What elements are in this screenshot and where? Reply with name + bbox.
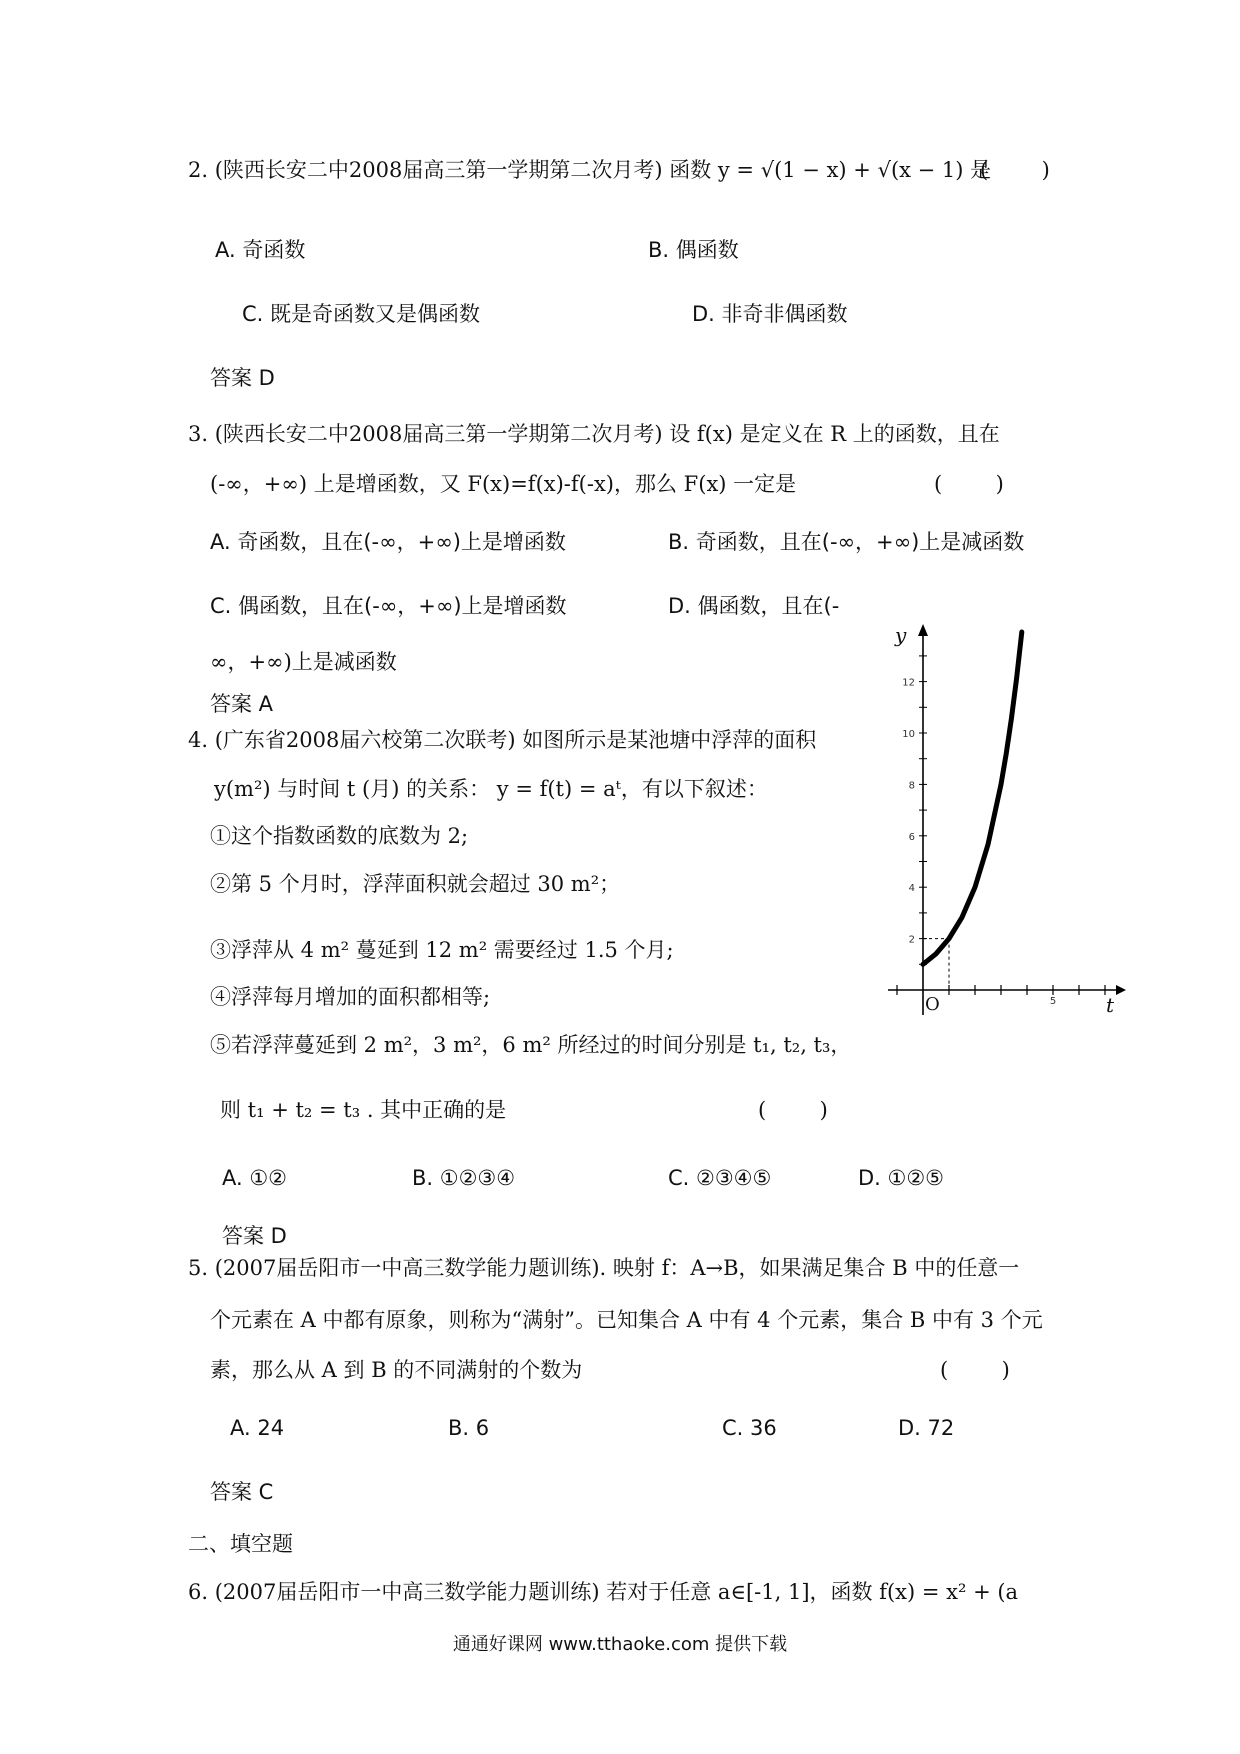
q2-answer: 答案 D: [210, 366, 275, 390]
q4-answer-paren: ( ): [758, 1098, 828, 1122]
curve-series: [923, 632, 1022, 964]
q4-conclusion: 则 t₁ + t₂ = t₃ . 其中正确的是: [220, 1098, 507, 1122]
q4-answer: 答案 D: [222, 1224, 287, 1248]
q4-stem-line2: y(m²) 与时间 t (月) 的关系： y = f(t) = aᵗ，有以下叙述：: [214, 777, 768, 801]
q5-option-c: C. 36: [722, 1416, 777, 1440]
q4-option-c: C. ②③④⑤: [668, 1166, 772, 1190]
q3-option-d-cont: ∞，+∞)上是减函数: [210, 650, 397, 674]
origin-label: O: [925, 994, 940, 1015]
q2-option-a: A. 奇函数: [215, 238, 306, 262]
q4-statement-5: ⑤若浮萍蔓延到 2 m²，3 m²，6 m² 所经过的时间分别是 t₁, t₂, t₃，: [210, 1033, 852, 1057]
q5-option-a: A. 24: [230, 1416, 285, 1440]
q3-answer-paren: ( ): [934, 472, 1004, 496]
q3-option-b: B. 奇函数，且在(-∞，+∞)上是减函数: [668, 530, 1025, 554]
q2-option-b: B. 偶函数: [648, 238, 739, 262]
x-tick-label: 5: [1049, 996, 1057, 1007]
q4-statement-1: ①这个指数函数的底数为 2;: [210, 824, 469, 848]
x-axis-arrow: [1116, 985, 1126, 995]
y-axis-arrow: [918, 624, 928, 636]
q5-stem-line2: 个元素在 A 中都有原象，则称为“满射”。已知集合 A 中有 4 个元素，集合 B 中有 3 个元: [210, 1308, 1043, 1332]
q2-answer-paren: ( ): [980, 158, 1050, 182]
y-tick-label: 6: [908, 831, 915, 843]
q4-option-d: D. ①②⑤: [858, 1166, 944, 1190]
y-tick-label: 2: [908, 934, 915, 946]
q3-option-c: C. 偶函数，且在(-∞，+∞)上是增函数: [210, 594, 567, 618]
y-tick-label: 12: [902, 677, 915, 689]
q5-option-b: B. 6: [448, 1416, 490, 1440]
q4-option-b: B. ①②③④: [412, 1166, 516, 1190]
x-axis-label: t: [1106, 993, 1115, 1017]
q4-stem-line1: 4. (广东省2008届六校第二次联考) 如图所示是某池塘中浮萍的面积: [188, 728, 817, 752]
q3-stem-line2: (-∞，+∞) 上是增函数，又 F(x)=f(x)-f(-x)，那么 F(x) 一定是: [210, 472, 797, 496]
q4-statement-4: ④浮萍每月增加的面积都相等;: [210, 985, 491, 1009]
y-tick-label: 8: [908, 780, 915, 792]
y-tick-label: 4: [908, 883, 915, 895]
q3-option-a: A. 奇函数，且在(-∞，+∞)上是增函数: [210, 530, 566, 554]
y-axis-label: y: [895, 623, 907, 647]
q5-answer-paren: ( ): [940, 1358, 1010, 1382]
q4-statement-2: ②第 5 个月时，浮萍面积就会超过 30 m²；: [210, 872, 621, 896]
q2-option-d: D. 非奇非偶函数: [692, 302, 848, 326]
y-tick-label: 10: [902, 729, 915, 740]
q4-statement-3: ③浮萍从 4 m² 蔓延到 12 m² 需要经过 1.5 个月;: [210, 938, 674, 962]
section-heading-fill-in: 二、填空题: [188, 1532, 293, 1556]
q5-stem-line1: 5. (2007届岳阳市一中高三数学能力题训练). 映射 f：A→B，如果满足集合 B 中的任意一: [188, 1256, 1020, 1280]
q3-option-d: D. 偶函数，且在(-: [668, 594, 840, 618]
q6-stem: 6. (2007届岳阳市一中高三数学能力题训练) 若对于任意 a∈[-1, 1]，函数 f(x) = x² + (a: [188, 1580, 1019, 1604]
q2-stem: 2. (陕西长安二中2008届高三第一学期第二次月考) 函数 y = √(1 − x) + √(x − 1) 是: [188, 158, 992, 182]
q3-stem-line1: 3. (陕西长安二中2008届高三第一学期第二次月考) 设 f(x) 是定义在 R 上的函数，且在: [188, 422, 1000, 446]
q4-option-a: A. ①②: [222, 1166, 287, 1190]
page-footer: 通通好课网 www.tthaoke.com 提供下载: [452, 1634, 788, 1655]
q3-answer: 答案 A: [210, 692, 274, 716]
q5-option-d: D. 72: [898, 1416, 955, 1440]
q5-answer: 答案 C: [210, 1480, 274, 1504]
q5-stem-line3: 素，那么从 A 到 B 的不同满射的个数为: [210, 1358, 583, 1382]
exponential-growth-graph: [878, 620, 1128, 1020]
q2-option-c: C. 既是奇函数又是偶函数: [242, 302, 481, 326]
